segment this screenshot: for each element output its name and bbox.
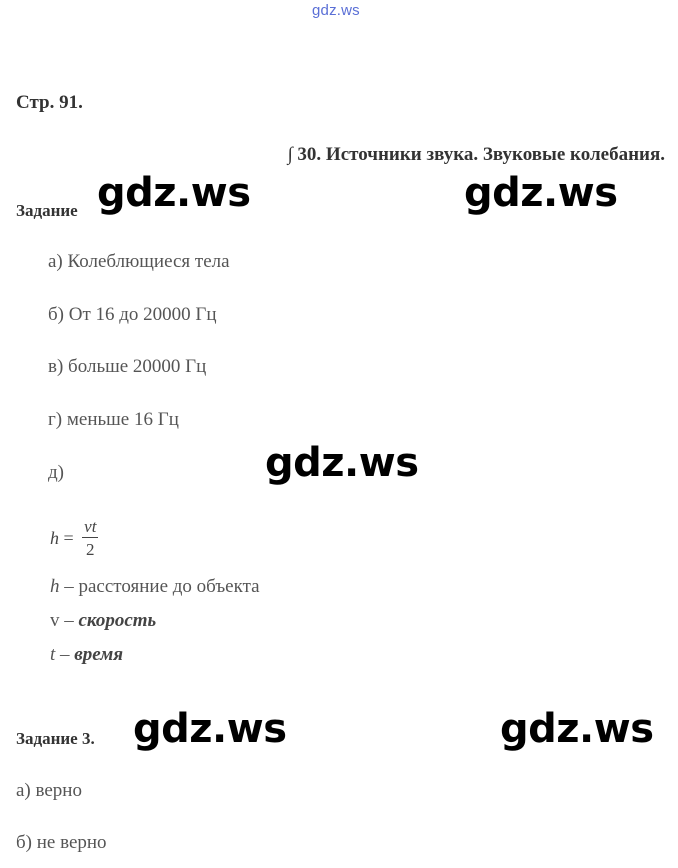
legend-dash: – [55, 644, 75, 665]
answer-b: б) не верно [16, 832, 107, 853]
answer-d: г) меньше 16 Гц [48, 409, 179, 430]
watermark: gdz.ws [265, 440, 419, 486]
formula [50, 518, 98, 558]
legend-description: расстояние до объекта [78, 576, 260, 597]
task-heading: Задание 3. [16, 729, 95, 748]
task-heading: Задание [16, 201, 78, 220]
formula-numerator: vt [84, 517, 97, 536]
legend-description: скорость [78, 610, 157, 631]
formula-equals: = [59, 527, 79, 548]
legend-line [50, 644, 123, 666]
legend-line [50, 610, 156, 632]
section-title: ∫ 30. Источники звука. Звуковые колебания. [287, 144, 665, 165]
answer-c: в) больше 20000 Гц [48, 356, 207, 377]
legend-dash: – [59, 610, 79, 631]
page-reference: Стр. 91. [16, 92, 83, 113]
legend-description: время [74, 644, 124, 665]
answer-a: а) верно [16, 780, 82, 801]
legend-symbol: v [50, 610, 60, 631]
legend-symbol: h [50, 576, 60, 597]
watermark: gdz.ws [500, 706, 654, 752]
formula-lhs: h [50, 527, 59, 548]
watermark: gdz.ws [97, 170, 251, 216]
top-watermark: gdz.ws [312, 2, 360, 19]
answer-a: а) Колеблющиеся тела [48, 251, 230, 272]
answer-b: б) От 16 до 20000 Гц [48, 304, 217, 325]
watermark: gdz.ws [464, 170, 618, 216]
watermark: gdz.ws [133, 706, 287, 752]
legend-line [50, 576, 260, 598]
answer-e: д) [48, 462, 64, 483]
legend-dash: – [59, 576, 79, 597]
legend-symbol: t [50, 644, 56, 665]
formula-fraction [82, 518, 98, 558]
formula-denominator: 2 [86, 540, 95, 559]
